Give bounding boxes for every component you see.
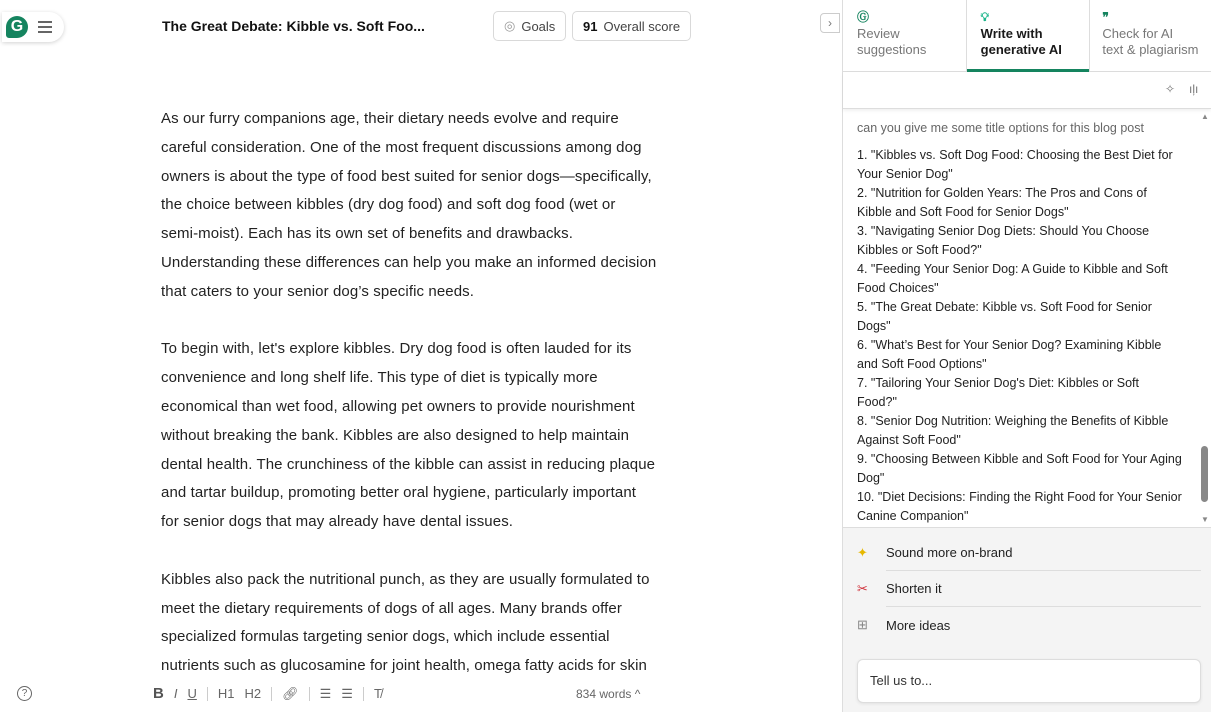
target-icon: ◎: [504, 18, 516, 33]
grammarly-logo-icon: G: [6, 16, 28, 38]
voice-icon[interactable]: ıļı: [1189, 82, 1199, 96]
h2-button[interactable]: H2: [244, 686, 262, 701]
text-line: economical than wet food, allowing pet owners to provide nourishment: [161, 397, 635, 415]
title-option: 10. "Diet Decisions: Finding the Right Food for Your Senior Canine Companion": [857, 490, 1182, 523]
scrollbar[interactable]: ▲ ▼: [1201, 112, 1209, 524]
suggestion-shorten[interactable]: ✂ Shorten it: [857, 571, 1201, 607]
title-option: 5. "The Great Debate: Kibble vs. Soft Food for Senior Dogs": [857, 300, 1152, 333]
panel-toolbar: [843, 72, 1211, 109]
title-option: 4. "Feeding Your Senior Dog: A Guide to Kibble and Soft Food Choices": [857, 262, 1168, 295]
collapse-panel-button[interactable]: ›: [820, 13, 840, 33]
text-line: specialized formulas targeting senior dogs, which include essential: [161, 628, 610, 646]
title-option: 8. "Senior Dog Nutrition: Weighing the Benefits of Kibble Against Soft Food": [857, 414, 1169, 447]
title-option: 7. "Tailoring Your Senior Dog's Diet: Kibbles or Soft Food?": [857, 376, 1139, 409]
word-count-button[interactable]: 834 words ^: [576, 687, 641, 701]
text-line: Understanding these differences can help you make an informed decision: [161, 253, 657, 271]
help-icon[interactable]: ?: [17, 686, 32, 701]
clear-format-icon[interactable]: T̸: [373, 686, 382, 701]
title-option: 1. "Kibbles vs. Soft Dog Food: Choosing the Best Diet for Your Senior Dog": [857, 148, 1173, 181]
quote-icon: ❞: [1102, 10, 1109, 24]
tab-write-generative-ai[interactable]: 💡︎ Write with generative AI: [967, 0, 1091, 71]
document-title[interactable]: The Great Debate: Kibble vs. Soft Foo...: [162, 18, 425, 34]
divider: [207, 687, 208, 701]
text-line: and tartar buildup, promoting better oral hygiene, particularly important: [161, 484, 637, 502]
bold-button[interactable]: B: [153, 685, 164, 702]
user-prompt: can you give me some title options for this blog post: [857, 121, 1144, 135]
scissors-icon: ✂: [857, 581, 868, 596]
scrollbar-thumb[interactable]: [1201, 446, 1208, 502]
italic-button[interactable]: I: [173, 686, 178, 701]
h1-button[interactable]: H1: [217, 686, 235, 701]
text-line: To begin with, let's explore kibbles. Dry dog food is often lauded for its: [161, 340, 632, 358]
menu-icon: [38, 21, 52, 33]
text-line: convenience and long shelf life. This type of diet is typically more: [161, 369, 598, 387]
bulleted-list-icon[interactable]: ☰: [341, 685, 353, 701]
text-line: dental health. The crunchiness of the kibble can assist in reducing plaque: [161, 455, 656, 473]
text-line: owners is about the type of food best suited for senior dogs—specifically,: [161, 167, 652, 185]
divider: [271, 687, 272, 701]
document-body[interactable]: [161, 105, 656, 710]
text-line: that caters to your senior dog’s specific needs.: [161, 282, 475, 300]
text-line: for senior dogs that may already have dental issues.: [161, 513, 514, 531]
link-icon[interactable]: 🔗︎: [282, 685, 299, 701]
overall-score-button[interactable]: 91 Overall score: [572, 11, 691, 41]
title-option: 6. "What’s Best for Your Senior Dog? Examining Kibble and Soft Food Options": [857, 338, 1162, 371]
paragraph: [161, 105, 656, 307]
paragraph: [161, 566, 656, 681]
numbered-list-icon[interactable]: ☰: [319, 685, 332, 701]
prompt-input[interactable]: Tell us to...: [857, 659, 1201, 703]
text-line: semi-moist). Each has its own set of benefits and drawbacks.: [161, 225, 574, 243]
paragraph: [161, 335, 656, 537]
grid-plus-icon: ⊞: [857, 617, 868, 632]
title-option: 3. "Navigating Senior Dog Diets: Should You Choose Kibbles or Soft Food?": [857, 224, 1150, 257]
suggestion-list: [843, 527, 1211, 712]
title-option: 2. "Nutrition for Golden Years: The Pros and Cons of Kibble and Soft Food for Senior Dogs": [857, 186, 1147, 219]
text-line: without breaking the bank. Kibbles are also designed to help maintain: [161, 426, 630, 444]
lightbulb-icon: 💡︎: [980, 10, 990, 24]
title-option: 9. "Choosing Between Kibble and Soft Food for Your Aging Dog": [857, 452, 1182, 485]
grammarly-icon: Ⓖ: [857, 10, 870, 24]
divider: [363, 687, 364, 701]
text-line: As our furry companions age, their dietary needs evolve and require: [161, 110, 619, 127]
sparkles-icon: ✦: [857, 545, 868, 560]
suggestion-more-ideas[interactable]: ⊞ More ideas: [857, 617, 951, 633]
text-line: nutrients such as glucosamine for joint health, omega fatty acids for skin: [161, 657, 647, 675]
grammarly-menu-button[interactable]: [2, 12, 64, 42]
chevron-up-icon: ^: [634, 687, 641, 701]
format-toolbar: [0, 678, 843, 712]
suggestion-sound-on-brand[interactable]: ✦ Sound more on-brand: [857, 535, 1201, 571]
underline-button[interactable]: U: [187, 686, 197, 701]
sparkle-icon[interactable]: ✧: [1165, 82, 1176, 96]
assistant-panel: [842, 0, 1211, 712]
ai-response: [843, 110, 1211, 527]
tab-review-suggestions[interactable]: Ⓖ Review suggestions: [843, 0, 967, 71]
text-line: Kibbles also pack the nutritional punch, as they are usually formulated to: [161, 570, 650, 588]
text-line: meet the dietary requirements of dogs of all ages. Many brands offer: [161, 599, 622, 617]
text-line: careful consideration. One of the most frequent discussions among dog: [161, 138, 642, 156]
divider: [309, 687, 310, 701]
tab-check-ai-plagiarism[interactable]: ❞ Check for AI text & plagiarism: [1090, 0, 1211, 71]
goals-button[interactable]: ◎ Goals: [493, 11, 566, 41]
text-line: the choice between kibbles (dry dog food) and soft dog food (wet or: [161, 196, 616, 214]
